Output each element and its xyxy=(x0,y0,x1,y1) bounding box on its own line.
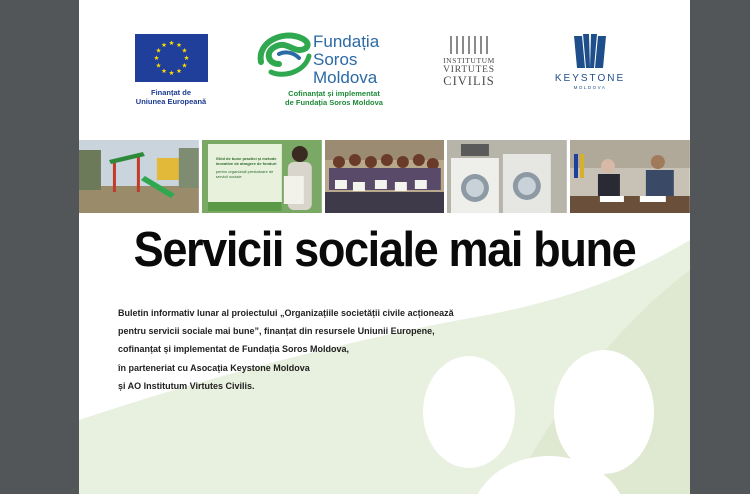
photo-brochure xyxy=(202,140,322,213)
description-line: Buletin informativ lunar al proiectului „Organizațiile societății civile acționează xyxy=(118,308,454,318)
soros-caption xyxy=(269,89,399,107)
soros-caption-line2: de Fundația Soros Moldova xyxy=(285,98,383,107)
photo-washing-machines xyxy=(447,140,567,213)
ivc-line1: INSTITUTUM xyxy=(443,56,495,65)
keystone-logo xyxy=(549,32,631,91)
eu-caption xyxy=(126,88,216,106)
soros-name xyxy=(313,33,379,87)
photo-signing xyxy=(570,140,690,213)
soros-name-line3: Moldova xyxy=(313,68,378,87)
brochure-subtitle: pentru organizații prestatoare de servicii sociale xyxy=(215,169,274,179)
photo-group xyxy=(325,140,445,213)
soros-caption-line1: Cofinanțat și implementat xyxy=(288,89,380,98)
ivc-line2: VIRTUTES xyxy=(443,65,495,75)
document-page xyxy=(79,0,690,494)
columns-icon xyxy=(431,34,507,56)
photo-strip xyxy=(79,140,690,213)
bulletin-description xyxy=(118,304,538,395)
description-line: în parteneriat cu Asocația Keystone Moldova xyxy=(118,362,310,373)
eu-caption-line2: Uniunea Europeană xyxy=(135,97,207,106)
eu-flag-icon xyxy=(135,34,208,82)
eu-caption-line1: Finanțat de xyxy=(150,88,191,97)
eu-logo xyxy=(134,34,208,106)
keystone-arch-icon xyxy=(570,32,610,72)
soros-swirl-icon xyxy=(255,28,313,80)
description-line: și AO Institutum Virtutes Civilis. xyxy=(118,380,255,391)
ivc-line3: CIVILIS xyxy=(443,74,495,88)
brochure-text xyxy=(216,156,278,179)
page-title: Servicii sociale mai bune xyxy=(133,223,636,277)
soros-name-line2: Soros xyxy=(313,50,358,69)
photo-playground xyxy=(79,140,199,213)
brochure-title: Ghid de bune practici și metode inovative de atragere de fonduri xyxy=(215,156,277,166)
keystone-sub: MOLDOVA xyxy=(573,85,607,90)
description-line: pentru servicii sociale mai bune”, finanțat din resursele Uniunii Europene, xyxy=(118,326,435,337)
ivc-logo xyxy=(431,34,507,88)
soros-name-line1: Fundația xyxy=(313,32,380,51)
description-line: cofinanțat și implementat de Fundația Soros Moldova, xyxy=(118,344,350,355)
keystone-name: KEYSTONE xyxy=(554,73,626,84)
